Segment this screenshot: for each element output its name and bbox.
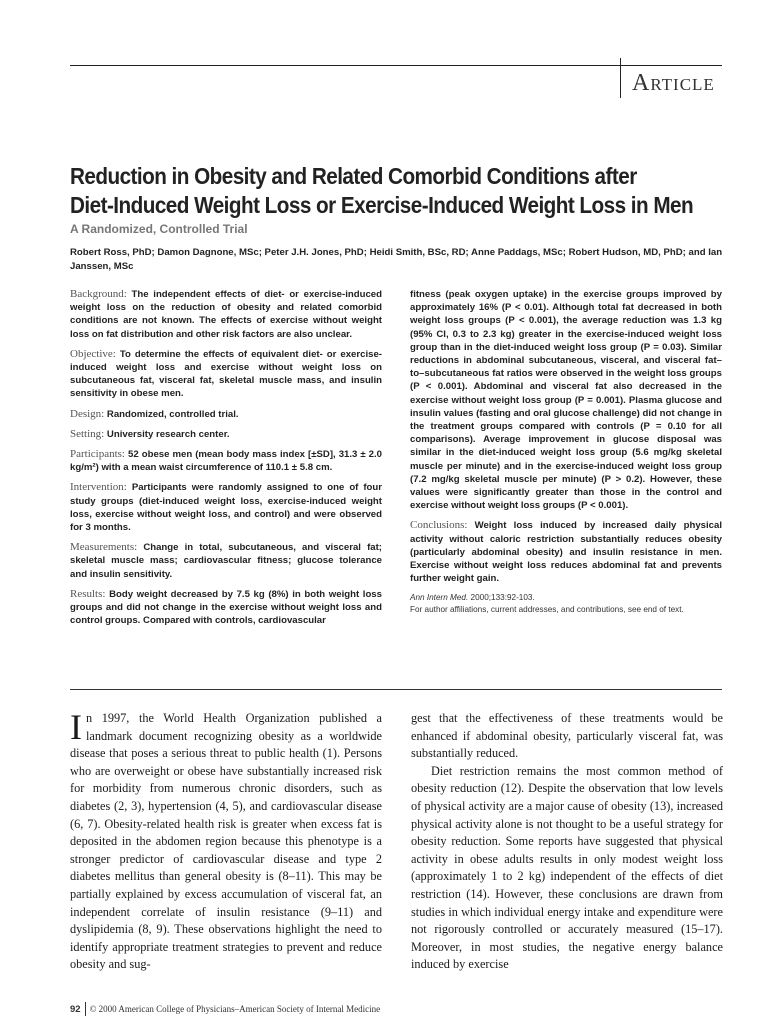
abstract-results bbox=[70, 588, 382, 628]
background-text: The independent effects of diet- or exercise-induced weight loss on the reduction of obesity and related comorbid conditions are not known. The effects of exercise without weight loss on fat distribution and other risk factors are also unclear. bbox=[70, 289, 382, 340]
abstract-setting bbox=[70, 428, 382, 441]
drop-cap: I bbox=[70, 707, 82, 747]
body-paragraph-1-left: n 1997, the World Health Organization published a landmark document recognizing obesity as a worldwide disease that poses a serious threat to public health (1). Persons who are overweight or obese have substantially increased risk for morbidity from numerous chronic disorders, such as diabetes (2, 3), hypertension (4, 5), and cardiovascular disease (6, 7). Obesity-related health risk is greater when excess fat is deposited in the abdomen region because this phenotype is a stronger predictor of cardiovascular disease and type 2 diabetes mellitus than general obesity is (8–11). This may be partially explained by excess accumulation of visceral fat, an independent correlate of insulin resistance (9–11) and dyslipidemia (8, 9). These observations highlight the need to identify appropriate treatment strategies to prevent and reduce obesity and sug- bbox=[70, 711, 382, 972]
design-text: Randomized, controlled trial. bbox=[106, 408, 239, 420]
article-title bbox=[70, 162, 694, 220]
abstract-results-continued bbox=[410, 288, 722, 512]
conclusions-text: Weight loss induced by increased daily physical activity without caloric restriction substantially reduces obesity (particularly abdominal obesity) and insulin resistance in men. Exercise without weight loss reduces abdominal fat and prevents further weight gain. bbox=[410, 520, 722, 585]
section-rule bbox=[70, 689, 722, 690]
results-label: Results: bbox=[70, 587, 106, 600]
participants-text: 52 obese men (mean body mass index [±SD], 31.3 ± 2.0 kg/m²) with a mean waist circumference of 110.1 ± 5.8 cm. bbox=[70, 449, 383, 474]
abstract-intervention bbox=[70, 481, 382, 534]
body-paragraph-2: Diet restriction remains the most common method of obesity reduction (12). Despite the observation that low levels of physical activity are a major cause of obesity (13), increased physical activity alone is not thought to be a useful strategy for obesity reduction. Some reports have suggested that physical activity in obese adults results in only modest weight loss (approximately 1 to 2 kg) independent of the effects of diet restriction (14). However, these conclusions are drawn from studies in which individual energy intake and expenditure were not rigorously controlled or accurately measured (15–17). Moreover, in most studies, the negative energy balance induced by exercise bbox=[411, 763, 723, 972]
results-text-left: Body weight decreased by 7.5 kg (8%) in both weight loss groups and did not change in the exercise without weight loss and control groups. Compared with controls, cardiovascular bbox=[70, 588, 382, 627]
setting-text: University research center. bbox=[106, 428, 230, 440]
section-divider bbox=[620, 58, 621, 98]
participants-label: Participants: bbox=[70, 448, 125, 461]
article-subtitle: A Randomized, Controlled Trial bbox=[70, 222, 248, 236]
conclusions-label: Conclusions: bbox=[410, 519, 468, 532]
abstract-objective bbox=[70, 348, 382, 401]
setting-label: Setting: bbox=[70, 427, 105, 440]
intervention-text: Participants were randomly assigned to one of four study groups (diet-induced weight loss, exercise-induced weight loss, exercise without weight loss, and control) and were observed for 3 months. bbox=[70, 482, 382, 534]
body-right-column bbox=[411, 710, 723, 974]
abstract-right-column bbox=[410, 288, 722, 616]
page-number: 92 bbox=[70, 1003, 81, 1015]
title-line-2: Diet-Induced Weight Loss or Exercise-Induced Weight Loss in Men bbox=[70, 192, 694, 218]
page-footer bbox=[70, 1002, 380, 1016]
top-rule bbox=[70, 65, 722, 66]
abstract-conclusions bbox=[410, 519, 722, 585]
design-label: Design: bbox=[70, 407, 105, 420]
abstract-background bbox=[70, 288, 382, 341]
author-list: Robert Ross, PhD; Damon Dagnone, MSc; Peter J.H. Jones, PhD; Heidi Smith, BSc, RD; Anne Paddags, MSc; Robert Hudson, MD, PhD; and Ian Janssen, MSc bbox=[70, 247, 723, 272]
copyright: © 2000 American College of Physicians–American Society of Internal Medicine bbox=[89, 1004, 381, 1014]
objective-label: Objective: bbox=[70, 347, 116, 360]
measurements-label: Measurements: bbox=[70, 541, 138, 554]
footer-divider bbox=[85, 1002, 86, 1016]
abstract-measurements bbox=[70, 541, 382, 581]
title-line-1: Reduction in Obesity and Related Comorbid Conditions after bbox=[70, 163, 637, 189]
abstract-design bbox=[70, 408, 382, 421]
objective-text: To determine the effects of equivalent diet- or exercise-induced weight loss and exercise without weight loss on subcutaneous fat, visceral fat, skeletal muscle mass, and insulin sensitivity in obese men. bbox=[70, 348, 382, 400]
measurements-text: Change in total, subcutaneous, and visceral fat; skeletal muscle mass; cardiovascular fitness; glucose tolerance and insulin sensitivity. bbox=[70, 542, 382, 580]
citation bbox=[410, 592, 722, 616]
section-label: Article bbox=[632, 70, 715, 96]
body-paragraph-1 bbox=[70, 707, 382, 974]
results-text-right: fitness (peak oxygen uptake) in the exercise groups improved by approximately 16% (P < 0.01). Although total fat decreased in both weight loss groups (P < 0.001), the average reduction was 1.3 kg (95% CI, 0.3 to 2.3 kg) greater in the exercise-induced weight loss group than in the diet-induced weight loss group (P = 0.03). Similar reductions in abdominal subcutaneous, visceral, and visceral fat–to–subcutaneous fat ratios were observed in the weight loss groups (P < 0.001). Abdominal and visceral fat also decreased in the exercise without weight loss group (P = 0.001). Plasma glucose and insulin values (fasting and oral glucose challenge) did not change in the treatment groups compared with controls (P = 0.10 for all comparisons). Average improvement in glucose disposal was similar in the diet-induced weight loss group (5.6 mg/kg skeletal muscle per minute) and in the exercise-induced weight loss group (7.2 mg/kg skeletal muscle per minute) (P > 0.2). However, these values were significantly greater than those in the control and exercise without weight loss groups (P < 0.001). bbox=[410, 289, 722, 512]
abstract-left-column bbox=[70, 288, 382, 634]
background-label: Background: bbox=[70, 288, 127, 300]
body-paragraph-1-continued: gest that the effectiveness of these treatments would be enhanced if abdominal obesity, particularly visceral fat, was substantially reduced. bbox=[411, 711, 723, 761]
citation-note: For author affiliations, current addresses, and contributions, see end of text. bbox=[410, 605, 684, 615]
citation-details: 2000;133:92-103. bbox=[468, 593, 535, 603]
intervention-label: Intervention: bbox=[70, 481, 127, 494]
citation-line bbox=[410, 592, 722, 604]
body-left-column bbox=[70, 707, 382, 974]
abstract-participants bbox=[70, 448, 382, 474]
citation-journal: Ann Intern Med. bbox=[410, 593, 469, 603]
